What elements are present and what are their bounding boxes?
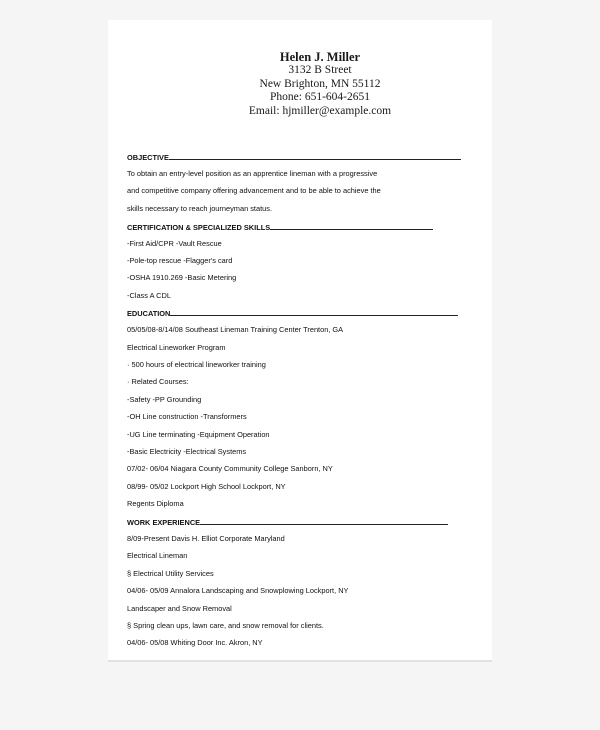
education-line: · Related Courses: [127,377,189,386]
email-address: Email: hjmiller@example.com [248,104,392,117]
work-line: 04/06- 05/09 Annalora Landscaping and Snowplowing Lockport, NY [127,586,349,595]
resume-header [0,50,600,118]
objective-line: and competitive company offering advancement and to be able to achieve the [127,186,381,195]
section-heading-certifications: CERTIFICATION & SPECIALIZED SKILLS [127,223,433,232]
phone-number: Phone: 651-604-2651 [270,91,370,103]
education-line: 05/05/08-8/14/08 Southeast Lineman Training Center Trenton, GA [127,325,344,334]
education-line: 07/02- 06/04 Niagara County Community College Sanborn, NY [127,464,333,473]
work-line: § Electrical Utility Services [127,569,214,578]
city-state-zip: New Brighton, MN 55112 [259,77,381,90]
education-line: -UG Line terminating -Equipment Operation [127,430,270,439]
work-line: Landscaper and Snow Removal [127,604,232,613]
education-line: -Basic Electricity -Electrical Systems [127,447,247,456]
section-heading-work: WORK EXPERIENCE [127,518,448,527]
education-line: · 500 hours of electrical lineworker training [127,360,266,369]
section-heading-education: EDUCATION [127,309,458,318]
certification-item: -Class A CDL [127,291,171,300]
work-line: 8/09-Present Davis H. Elliot Corporate Maryland [127,534,285,543]
heading-rule [200,518,448,525]
education-line: -Safety -PP Grounding [127,395,202,404]
heading-rule [169,153,461,160]
page-bottom-edge [108,660,492,662]
certification-item: -First Aid/CPR -Vault Rescue [127,239,222,248]
work-line: Electrical Lineman [127,551,188,560]
objective-line: skills necessary to reach journeyman status. [127,204,273,213]
section-heading-objective: OBJECTIVE [127,153,461,162]
street-address: 3132 B Street [288,64,352,76]
heading-rule [270,223,433,230]
certification-item: -Pole-top rescue -Flagger's card [127,256,233,265]
certification-item: -OSHA 1910.269 -Basic Metering [127,273,237,282]
education-line: -OH Line construction -Transformers [127,412,247,421]
applicant-name: Helen J. Miller [279,50,361,64]
objective-line: To obtain an entry-level position as an apprentice lineman with a progressive [127,169,378,178]
education-line: 08/99- 05/02 Lockport High School Lockport, NY [127,482,286,491]
education-line: Electrical Lineworker Program [127,343,226,352]
heading-rule [170,309,458,316]
education-line: Regents Diploma [127,499,184,508]
work-line: § Spring clean ups, lawn care, and snow removal for clients. [127,621,324,630]
work-line: 04/06- 05/08 Whiting Door Inc. Akron, NY [127,638,263,647]
